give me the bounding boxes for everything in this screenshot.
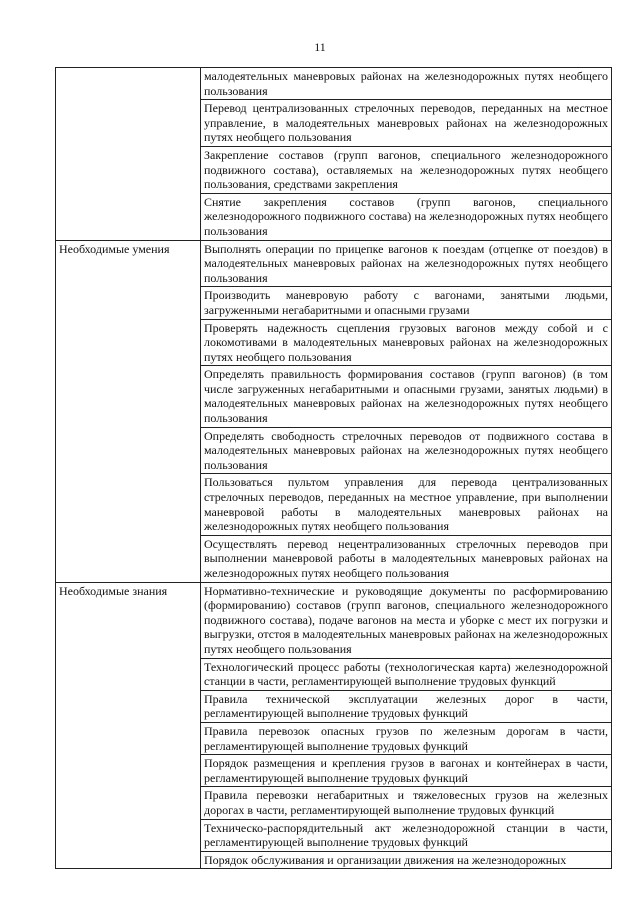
action-cell: Перевод централизованных стрелочных переводов, переданных на местное управление, в малодеятельных маневровых районах на железнодорожных путях необщего пользования: [201, 100, 612, 147]
table-row: [56, 582, 612, 658]
knowledge-cell: Технологический процесс работы (технологическая карта) железнодорожной станции в части, регламентирующей выполнение трудовых функций: [201, 658, 612, 690]
knowledge-cell: Правила перевозок опасных грузов по железным дорогам в части, регламентирующей выполнение трудовых функций: [201, 722, 612, 754]
action-cell: Закрепление составов (групп вагонов, специального железнодорожного подвижного состава), оставляемых на железнодорожных путях необщего пользования, средствами закрепления: [201, 146, 612, 193]
table-row: [56, 68, 612, 100]
knowledge-cell: Правила технической эксплуатации железных дорог в части, регламентирующей выполнение трудовых функций: [201, 690, 612, 722]
skill-cell: Осуществлять перевод нецентрализованных стрелочных переводов при выполнении маневровой работы в малодеятельных маневровых районах на железнодорожных путях необщего пользования: [201, 535, 612, 582]
knowledge-cell: Порядок размещения и крепления грузов в вагонах и контейнерах в части, регламентирующей выполнение трудовых функций: [201, 755, 612, 787]
page-number: 11: [314, 40, 326, 54]
skill-cell: Проверять надежность сцепления грузовых вагонов между собой и с локомотивами в малодеятельных маневровых районах на железнодорожных путях необщего пользования: [201, 319, 612, 366]
action-cell: малодеятельных маневровых районах на железнодорожных путях необщего пользования: [201, 68, 612, 100]
table-row: [56, 240, 612, 287]
skill-cell: Выполнять операции по прицепке вагонов к поездам (отцепке от поездов) в малодеятельных маневровых районах на железнодорожных путях необщего пользования: [201, 240, 612, 287]
knowledge-label: Необходимые знания: [56, 582, 201, 869]
action-cell: Снятие закрепления составов (групп вагонов, специального железнодорожного подвижного состава) на железнодорожных путях необщего пользования: [201, 193, 612, 240]
label-cell-empty: [56, 68, 201, 241]
skills-label: Необходимые умения: [56, 240, 201, 582]
skill-cell: Определять правильность формирования составов (групп вагонов) (в том числе загруженных негабаритными и опасными грузами, занятых людьми) в малодеятельных маневровых районах на железнодорожных путях необщего пользования: [201, 366, 612, 427]
skill-cell: Производить маневровую работу с вагонами, занятыми людьми, загруженными негабаритными и опасными грузами: [201, 287, 612, 319]
skill-cell: Пользоваться пультом управления для перевода централизованных стрелочных переводов, переданных на местное управление, при выполнении маневровой работы в малодеятельных маневровых районах на железнодорожных путях необщего пользования: [201, 474, 612, 535]
knowledge-cell: Нормативно-технические и руководящие документы по расформированию (формированию) составов (групп вагонов, специального железнодорожного подвижного состава), подаче вагонов на места и уборке с мест их погрузки и выгрузки, отстоя в малодеятельных маневровых районах на железнодорожных путях необщего пользования: [201, 582, 612, 658]
skill-cell: Определять свободность стрелочных переводов от подвижного состава в малодеятельных маневровых районах на железнодорожных путях необщего пользования: [201, 427, 612, 474]
knowledge-cell: Правила перевозки негабаритных и тяжеловесных грузов на железных дорогах в части, регламентирующей выполнение трудовых функций: [201, 787, 612, 819]
knowledge-cell: Порядок обслуживания и организации движения на железнодорожных: [201, 851, 612, 869]
functions-table: [55, 67, 612, 869]
knowledge-cell: Техническо-распорядительный акт железнодорожной станции в части, регламентирующей выполнение трудовых функций: [201, 819, 612, 851]
